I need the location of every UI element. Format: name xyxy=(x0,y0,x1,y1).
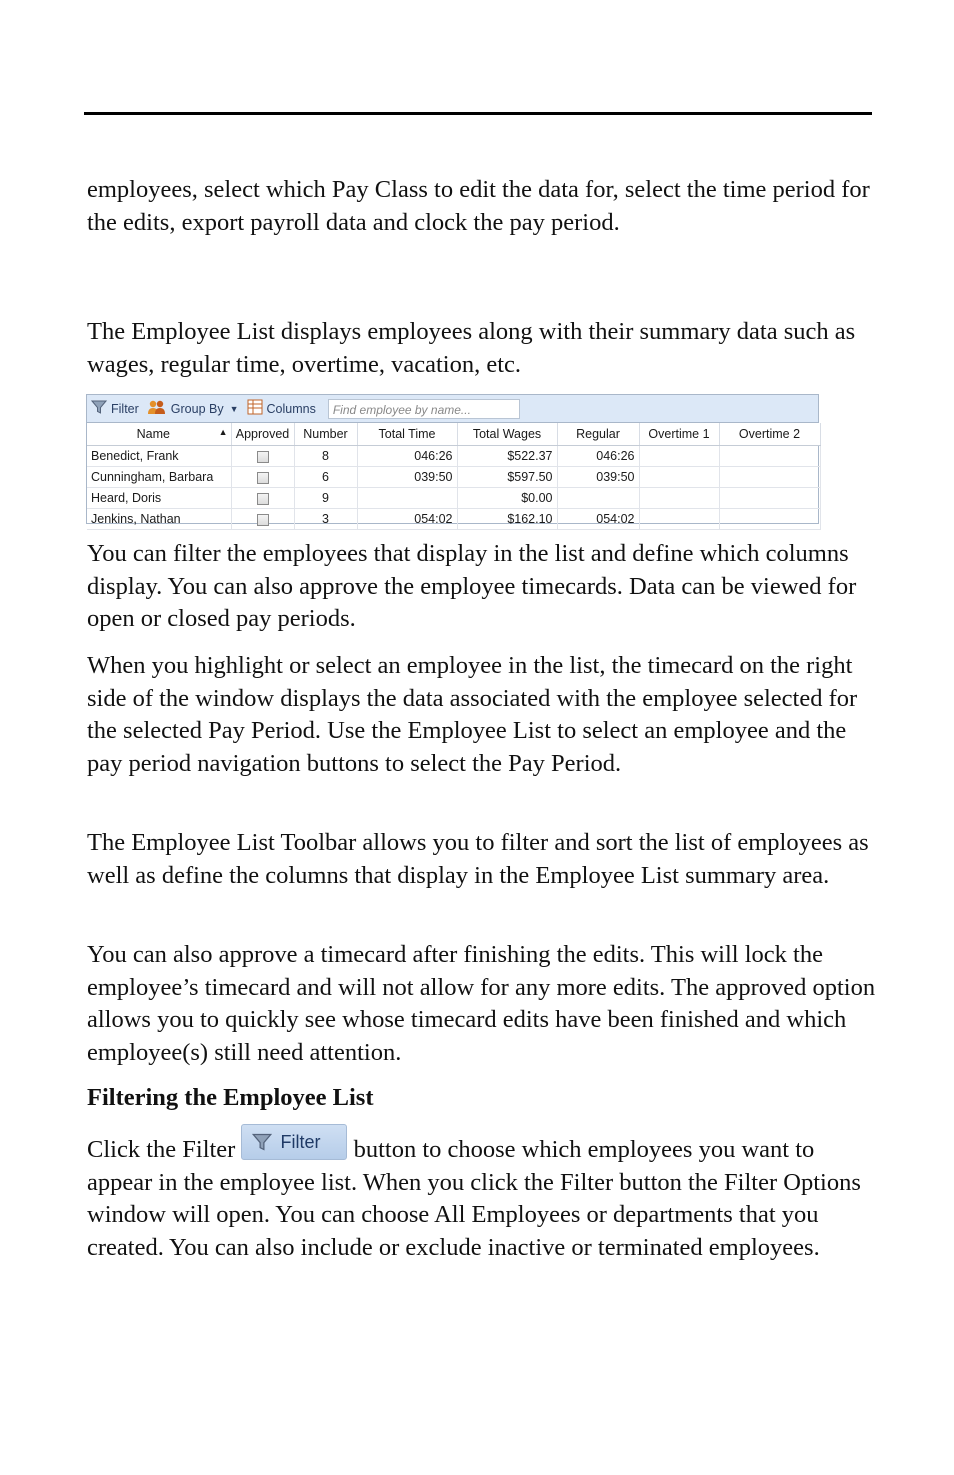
cell-total-wages: $0.00 xyxy=(457,488,557,509)
col-header-overtime-1[interactable]: Overtime 1 xyxy=(639,423,719,446)
cell-total-wages: $162.10 xyxy=(457,509,557,530)
table-row[interactable] xyxy=(87,446,820,467)
cell-name: Jenkins, Nathan xyxy=(87,509,231,530)
cell-overtime-2 xyxy=(719,467,820,488)
cell-overtime-2 xyxy=(719,509,820,530)
funnel-icon xyxy=(252,1132,272,1152)
sort-ascending-icon: ▲ xyxy=(218,427,228,437)
table-row[interactable] xyxy=(87,509,820,530)
cell-number: 6 xyxy=(294,467,357,488)
cell-overtime-2 xyxy=(719,488,820,509)
cell-total-time: 039:50 xyxy=(357,467,457,488)
columns-label: Columns xyxy=(266,401,316,416)
cell-number: 8 xyxy=(294,446,357,467)
cell-name: Heard, Doris xyxy=(87,488,231,509)
approved-checkbox[interactable] xyxy=(257,493,269,505)
paragraph-filter-button: Click the Filter Filter button to choose which employees you want to appear in the employee list. When you click the Filter button the Filter Options window will open. You can choose All Employees or departments that you created. You can also include or exclude inactive or terminated employees. xyxy=(87,1134,877,1265)
cell-total-time: 054:02 xyxy=(357,509,457,530)
group-icon xyxy=(147,399,167,418)
cell-total-time xyxy=(357,488,457,509)
columns-icon xyxy=(247,399,263,418)
table-row[interactable] xyxy=(87,488,820,509)
group-by-button[interactable] xyxy=(147,399,239,418)
col-header-total-wages[interactable]: Total Wages xyxy=(457,423,557,446)
cell-name: Cunningham, Barbara xyxy=(87,467,231,488)
cell-total-time: 046:26 xyxy=(357,446,457,467)
col-header-number[interactable]: Number xyxy=(294,423,357,446)
cell-regular xyxy=(557,488,639,509)
inline-filter-button-image: Filter xyxy=(241,1124,347,1160)
col-header-overtime-2[interactable]: Overtime 2 xyxy=(719,423,820,446)
col-header-approved[interactable]: Approved xyxy=(231,423,294,446)
columns-button[interactable] xyxy=(247,399,316,418)
header-rule xyxy=(84,112,872,115)
paragraph-highlight-employee: When you highlight or select an employee in the list, the timecard on the right side of the window displays the data associated with the employee selected for the selected Pay Period. Use the Employee List to select an employee and the pay period navigation buttons to select the Pay Period. xyxy=(87,652,858,778)
cell-regular: 054:02 xyxy=(557,509,639,530)
employee-table xyxy=(87,423,821,530)
group-by-label: Group By xyxy=(170,401,224,416)
col-header-regular[interactable]: Regular xyxy=(557,423,639,446)
employee-list-toolbar xyxy=(87,395,818,423)
intro-paragraph: employees, select which Pay Class to edit the data for, select the time period for the edits, export payroll data and clock the pay period. xyxy=(87,176,870,236)
funnel-icon xyxy=(91,399,107,418)
table-header-row xyxy=(87,423,820,446)
cell-total-wages: $597.50 xyxy=(457,467,557,488)
cell-overtime-2 xyxy=(719,446,820,467)
filter-button[interactable] xyxy=(91,399,139,418)
cell-overtime-1 xyxy=(639,467,719,488)
cell-overtime-1 xyxy=(639,446,719,467)
cell-number: 3 xyxy=(294,509,357,530)
paragraph-filter-columns: You can filter the employees that display in the list and define which columns display. You can also approve the employee timecards. Data can be viewed for open or closed pay periods. xyxy=(87,540,857,633)
table-row[interactable] xyxy=(87,467,820,488)
find-employee-input[interactable]: Find employee by name... xyxy=(328,399,520,419)
cell-regular: 046:26 xyxy=(557,446,639,467)
approved-checkbox[interactable] xyxy=(257,472,269,484)
approved-checkbox[interactable] xyxy=(257,514,269,526)
cell-name: Benedict, Frank xyxy=(87,446,231,467)
employee-list-screenshot xyxy=(86,394,819,524)
col-header-name[interactable]: Name ▲ xyxy=(87,423,231,446)
section-heading: Filtering the Employee List xyxy=(87,1084,374,1111)
filter-button-label: Filter xyxy=(111,401,139,416)
paragraph-approve: You can also approve a timecard after finishing the edits. This will lock the employee’s timecard and will not allow for any more edits. The approved option allows you to quickly see whose timecard edits have been finished and which employee(s) still need attention. xyxy=(87,941,876,1067)
paragraph-toolbar: The Employee List Toolbar allows you to filter and sort the list of employees as well as define the columns that display in the Employee List summary area. xyxy=(87,829,869,889)
cell-overtime-1 xyxy=(639,488,719,509)
employee-list-intro: The Employee List displays employees along with their summary data such as wages, regular time, overtime, vacation, etc. xyxy=(87,318,856,378)
cell-regular: 039:50 xyxy=(557,467,639,488)
cell-number: 9 xyxy=(294,488,357,509)
cell-total-wages: $522.37 xyxy=(457,446,557,467)
col-header-total-time[interactable]: Total Time xyxy=(357,423,457,446)
chevron-down-icon: ▼ xyxy=(229,403,239,414)
cell-overtime-1 xyxy=(639,509,719,530)
approved-checkbox[interactable] xyxy=(257,451,269,463)
